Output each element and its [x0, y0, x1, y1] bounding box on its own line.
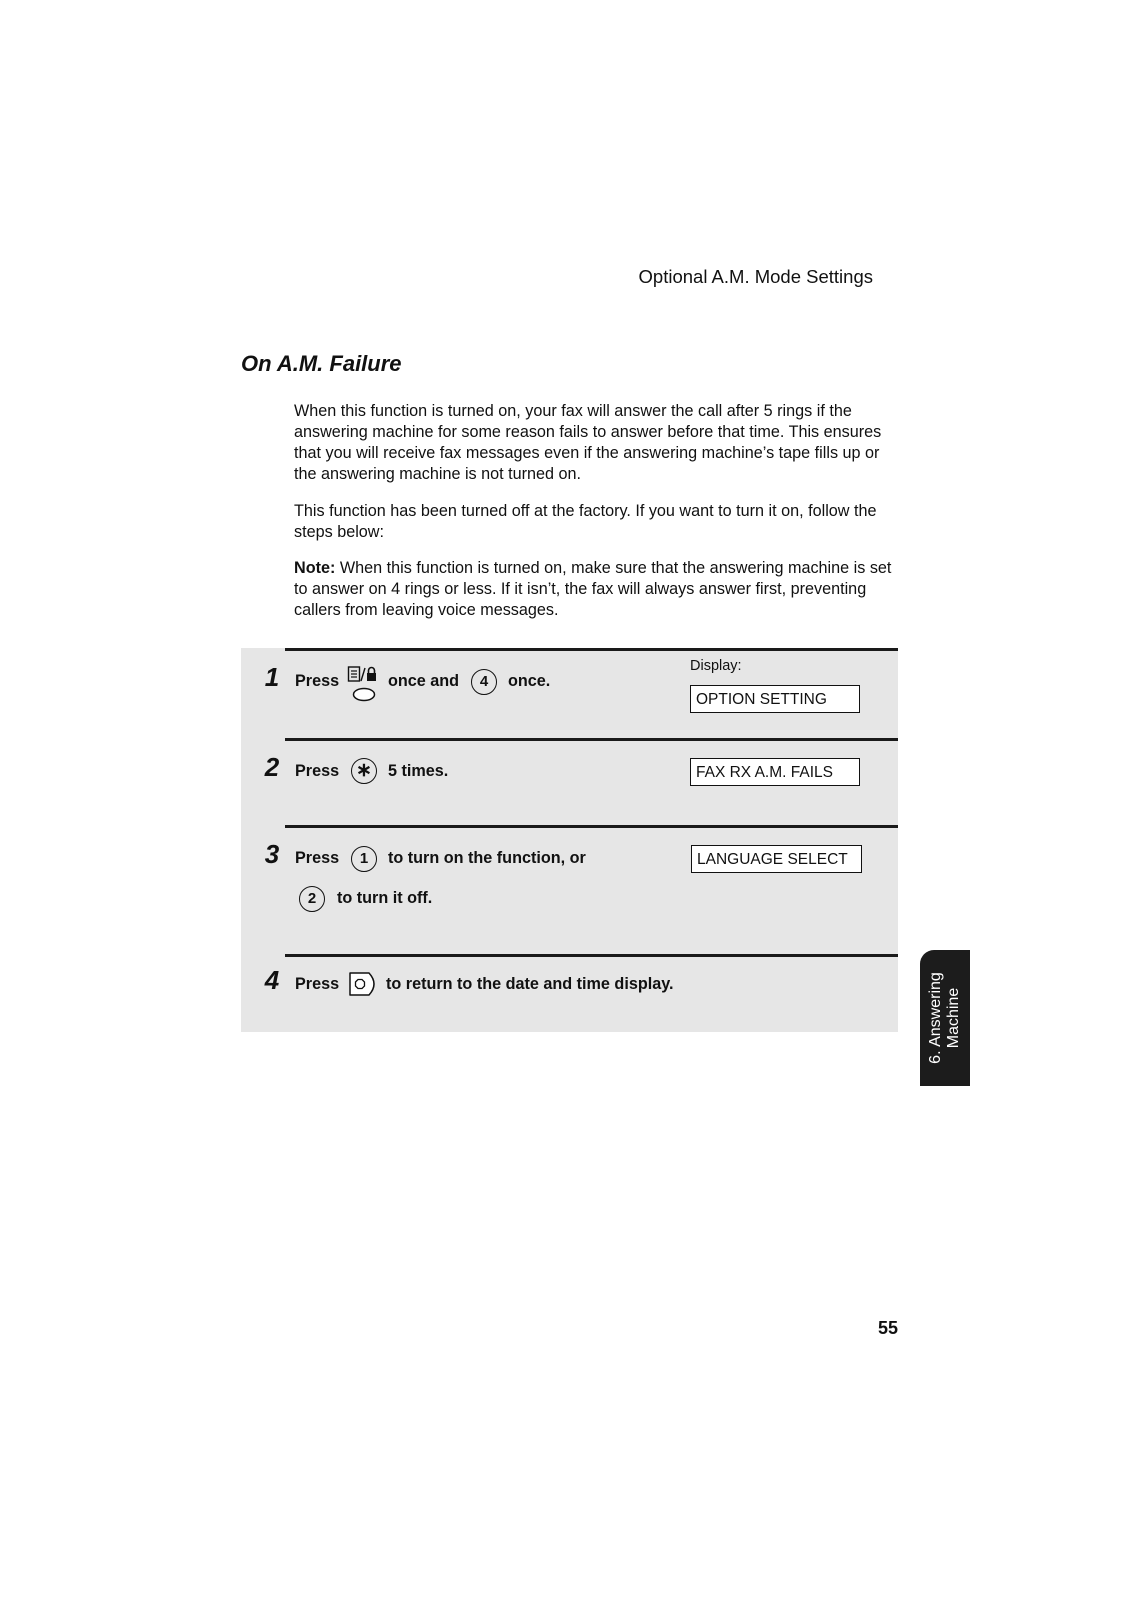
star-key-icon: ∗	[351, 758, 377, 784]
step-4-press-label: Press	[295, 975, 340, 993]
page-number: 55	[877, 1318, 898, 1338]
display-label: Display:	[690, 658, 742, 674]
step-1-mid-text: once and	[388, 672, 460, 690]
chapter-tab-line-2: Machine	[945, 987, 962, 1049]
chapter-tab	[920, 950, 970, 1086]
step-divider	[285, 954, 898, 957]
stop-key-icon	[347, 971, 381, 997]
lcd-display-3: LANGUAGE SELECT	[691, 845, 862, 873]
function-lock-key-icon	[347, 665, 381, 703]
number-key-2-icon: 2	[299, 886, 325, 912]
note-paragraph	[294, 558, 894, 621]
step-divider	[285, 648, 898, 651]
step-divider	[285, 825, 898, 828]
page-title: On A.M. Failure	[241, 351, 402, 376]
chapter-tab-line-1: 6. Answering	[927, 972, 944, 1064]
step-2-press-label: Press	[295, 762, 340, 780]
factory-setting-paragraph: This function has been turned off at the factory. If you want to turn it on, follow the steps below:	[294, 502, 877, 541]
number-key-4-icon: 4	[471, 669, 497, 695]
step-number: 2	[264, 752, 280, 782]
note-text: When this function is turned on, make sure that the answering machine is set to answer on 4 rings or less. If it isn’t, the fax will always answer first, preventing callers from leaving voice messages.	[294, 559, 892, 619]
step-3-press-label: Press	[295, 849, 340, 867]
intro-paragraph: When this function is turned on, your fax will answer the call after 5 rings if the answering machine for some reason fails to answer before that time. This ensures that you will receive fax messages even if the answering machine’s tape fills up or the answering machine is not turned on.	[294, 402, 882, 483]
step-number: 3	[264, 839, 280, 869]
step-number: 1	[264, 662, 280, 692]
step-3-end2-text: to turn it off.	[337, 889, 433, 907]
lcd-display-1: OPTION SETTING	[690, 685, 860, 713]
lcd-display-2: FAX RX A.M. FAILS	[690, 758, 860, 786]
step-1-end-text: once.	[508, 672, 551, 690]
step-3-end-text: to turn on the function, or	[388, 849, 586, 867]
number-key-1-icon: 1	[351, 846, 377, 872]
step-1-press-label: Press	[295, 672, 340, 690]
step-2-end-text: 5 times.	[388, 762, 449, 780]
step-4-end-text: to return to the date and time display.	[386, 975, 674, 993]
step-divider	[285, 738, 898, 741]
section-header: Optional A.M. Mode Settings	[638, 266, 873, 287]
step-number: 4	[264, 965, 280, 995]
note-label: Note:	[294, 559, 336, 577]
